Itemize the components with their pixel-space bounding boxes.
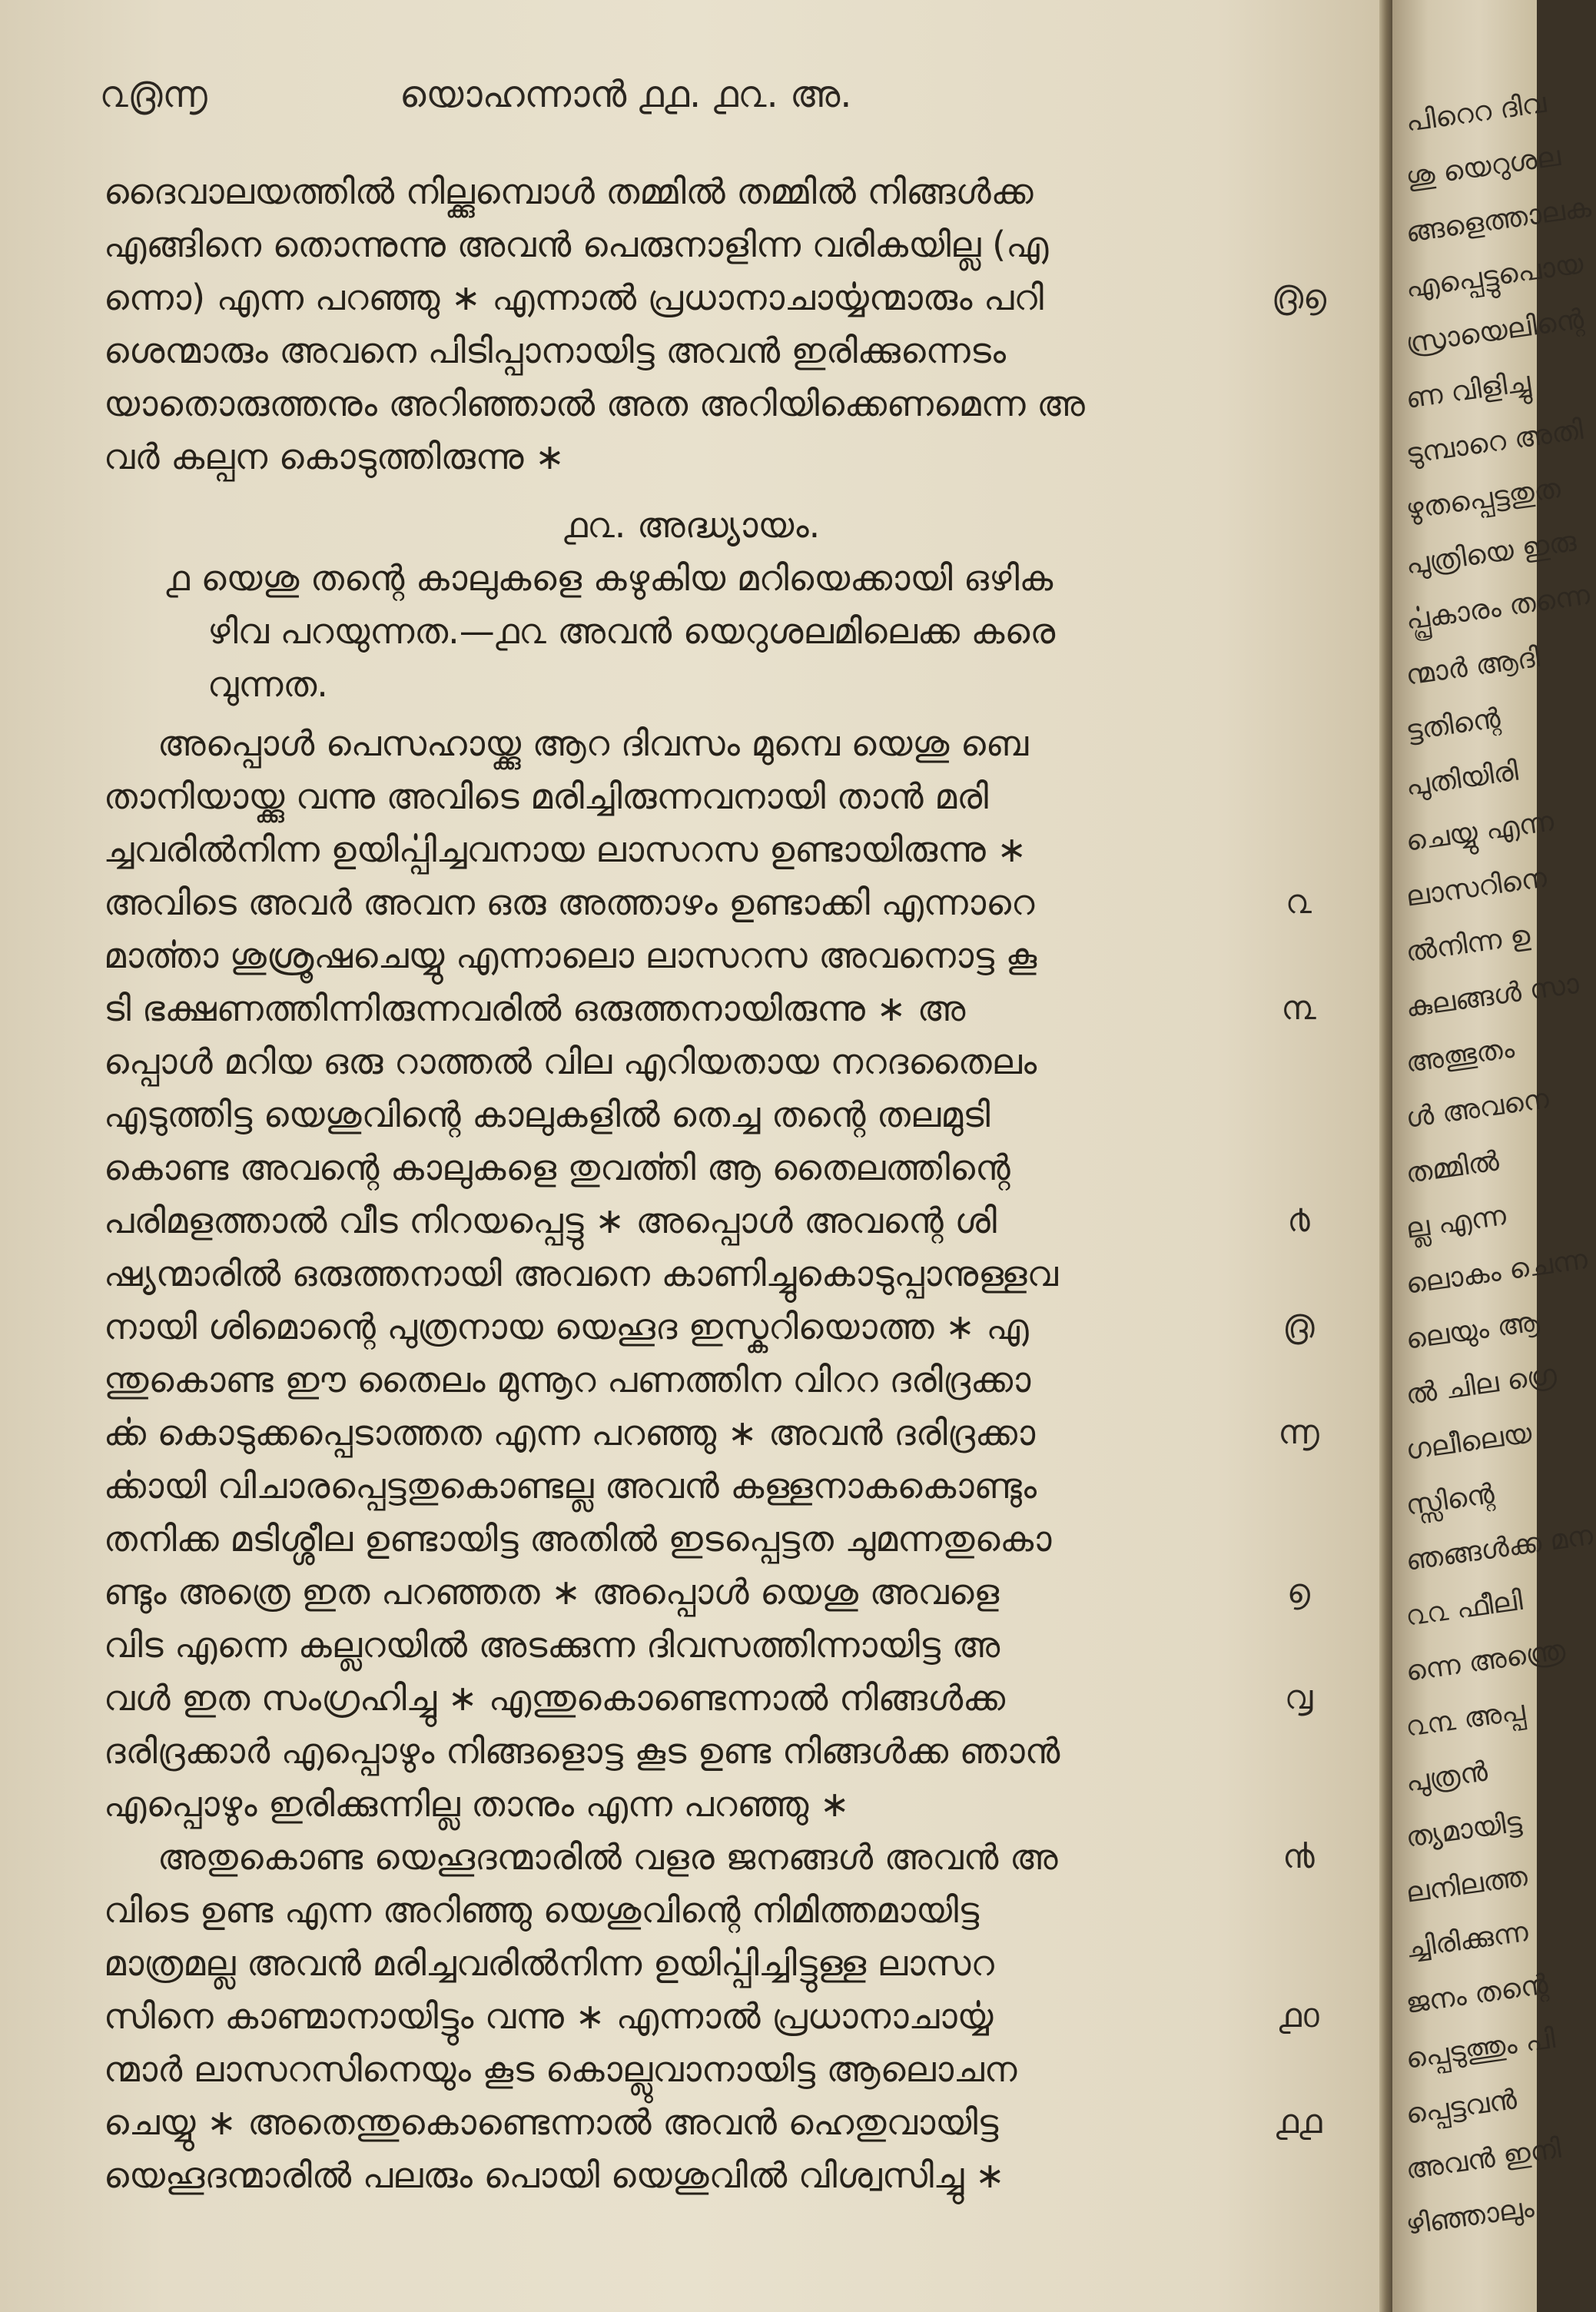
facing-page-line: ല്ല എന്ന: [1404, 1199, 1508, 1245]
text-line: ടി ഭക്ഷണത്തിന്നിരുന്നവരിൽ ഒരുത്തനായിരുന്നു ∗ അ: [104, 988, 966, 1029]
text-line: സിനെ കാണ്മാനായിട്ടും വന്നു ∗ എന്നാൽ പ്രധാനാചാൎയ്യ: [104, 1995, 994, 2037]
facing-page-line: ഞങ്ങൾക്ക മന: [1404, 1520, 1595, 1577]
facing-page-line: ജനം തന്റെ: [1404, 1968, 1551, 2020]
facing-page-line: ന്മാർ ആദി: [1404, 641, 1541, 692]
text-line: പരിമളത്താൽ വീട നിറയപ്പെട്ടു ∗ അപ്പൊൾ അവന്റെ ശി: [104, 1200, 997, 1241]
facing-page-line: കുലങ്ങൾ സാ: [1404, 968, 1581, 1024]
verse-number: ൨: [1286, 882, 1312, 922]
text-line: കൊണ്ട അവന്റെ കാലുകളെ തുവൎത്തി ആ തൈലത്തിന്റെ: [104, 1147, 1010, 1188]
text-line: ചെയ്യു ∗ അതെന്തുകൊണ്ടെന്നാൽ അവൻ ഹെതുവായിട്ട: [104, 2101, 999, 2143]
facing-page-line: ച്ചിരിക്കുന്ന: [1404, 1915, 1531, 1965]
running-title: യൊഹന്നാൻ ൧൧. ൧൨. അ.: [400, 73, 852, 116]
text-line: ഷ്യന്മാരിൽ ഒരുത്തനായി അവനെ കാണിച്ചുകൊടുപ്പാനുള്ളവ: [104, 1253, 1058, 1294]
facing-page-line: ൾ അവനെ: [1404, 1083, 1551, 1134]
text-line: ശെന്മാരും അവനെ പിടിപ്പാനായിട്ട അവൻ ഇരിക്കുന്നെടം: [104, 330, 1007, 371]
facing-page-line: ഴുതപ്പെട്ടതുത: [1404, 473, 1563, 526]
facing-page-line: ട്ടതിന്റെ: [1404, 703, 1502, 747]
facing-page-line: ലൊകം ചെന്ന: [1404, 1244, 1590, 1300]
text-line: തനിക്ക മടിശ്ശീല ഉണ്ടായിട്ട അതിൽ ഇടപ്പെട്ടത ചുമന്നതുകൊ: [104, 1518, 1052, 1560]
facing-page-line: ണ വിളിച്ചു: [1404, 366, 1533, 415]
verse-number: ൯: [1282, 1837, 1315, 1876]
verse-number: ൮: [1284, 1678, 1313, 1717]
verse-number: ൧൧: [1275, 2102, 1322, 2141]
text-line: ൎക്ക കൊടുക്കപ്പെടാത്തത എന്ന പറഞ്ഞു ∗ അവൻ ദരിദ്രക്കാ: [104, 1412, 1036, 1453]
verse-number: ൪: [1287, 1201, 1310, 1240]
facing-page-line: സ്സിന്റെ: [1404, 1478, 1497, 1522]
chapter-summary-line: ഴിവ പറയുന്നത.—൧൨ അവൻ യെറുശലമിലെക്ക കരെ: [207, 610, 1056, 652]
facing-page-line: അത്ഭുതം: [1404, 1032, 1517, 1079]
facing-page-line: അവൻ ഇനി: [1404, 2132, 1563, 2186]
text-line: അവിടെ അവർ അവന ഒരു അത്താഴം ഉണ്ടാക്കി എന്നാറെ: [104, 882, 1035, 923]
text-line: താനിയായ്ക്കു വന്നു അവിടെ മരിച്ചിരുന്നവനായി താൻ മരി: [104, 776, 989, 817]
facing-page-line: സ്രായെലിന്റെ: [1404, 303, 1586, 360]
verse-number: ൬: [1278, 1413, 1319, 1452]
facing-page-line: പുതിയിരി: [1404, 755, 1521, 802]
facing-page-line: ലാസറിനെ: [1404, 862, 1549, 913]
text-line: മാത്രമല്ല അവൻ മരിച്ചവരിൽനിന്ന ഉയിൎപ്പിച്ചിട്ടുള്ള ലാസറ: [104, 1942, 994, 1984]
facing-page-line: ചെയ്യു എന്ന: [1404, 806, 1556, 858]
text-line: നായി ശിമൊന്റെ പുത്രനായ യെഹൂദ ഇസ്കറിയൊത്ത ∗ എ: [104, 1306, 1029, 1347]
text-line: യെഹൂദന്മാരിൽ പലരും പൊയി യെശുവിൽ വിശ്വസിച്ചു ∗: [104, 2154, 1005, 2196]
verse-number: ൭: [1287, 1572, 1310, 1611]
facing-page-line: പിറെറ ദിവ: [1404, 87, 1548, 138]
facing-page-line: ഴിഞ്ഞാലും: [1404, 2191, 1536, 2241]
facing-page-line: ൽനിന്ന ഉ: [1404, 919, 1532, 968]
text-line: വൾ ഇത സംഗ്രഹിച്ചു ∗ എന്തുകൊണ്ടെന്നാൽ നിങ്ങൾക്ക: [104, 1677, 1006, 1719]
text-line: ദൈവാലയത്തിൽ നില്ക്കുമ്പൊൾ തമ്മിൽ തമ്മിൽ നിങ്ങൾക്ക: [104, 171, 1034, 212]
facing-page-line: പുത്രൻ: [1404, 1756, 1490, 1799]
text-line: വിടെ ഉണ്ട എന്ന അറിഞ്ഞു യെശുവിന്റെ നിമിത്തമായിട്ട: [104, 1889, 980, 1931]
facing-page-line: ങ്ങളെത്താലക: [1404, 191, 1594, 249]
facing-page-line: ന്നെ അന്ത്രെ: [1404, 1634, 1568, 1688]
facing-page-line: ൨൩ അപ്പ: [1404, 1695, 1528, 1743]
text-line: ൎക്കായി വിചാരപ്പെട്ടതുകൊണ്ടല്ല അവൻ കള്ളനാകകൊണ്ടും: [104, 1465, 1037, 1506]
facing-page-line: എപ്പെട്ടുപൊയ: [1404, 247, 1585, 304]
chapter-heading: ൧൨. അദ്ധ്യായം.: [562, 504, 821, 546]
facing-page-line: ലെയും ആ: [1404, 1305, 1541, 1356]
text-line: അതുകൊണ്ട യെഹൂദന്മാരിൽ വളര ജനങ്ങൾ അവൻ അ: [158, 1836, 1058, 1878]
facing-page-line: ലനിലത്ത: [1404, 1861, 1530, 1909]
facing-page-line: ശു യെറുശല: [1404, 141, 1563, 194]
text-line: എപ്പൊഴും ഇരിക്കുന്നില്ല താനും എന്ന പറഞ്ഞു ∗: [104, 1783, 850, 1825]
facing-page-line: പുത്രിയെ ഇരു: [1404, 526, 1578, 581]
facing-page-line: പ്പെട്ടവൻ: [1404, 2084, 1519, 2131]
text-line: ന്തുകൊണ്ട ഈ തൈലം മുന്നൂറ പണത്തിന വിററ ദരിദ്രക്കാ: [104, 1359, 1031, 1400]
facing-page-line: ഗലീലെയ: [1404, 1417, 1534, 1467]
text-line: യാതൊരുത്തനും അറിഞ്ഞാൽ അത അറിയിക്കെണമെന്ന അ: [104, 383, 1085, 424]
facing-page-line: പ്പെടുത്തും പി: [1404, 2023, 1558, 2075]
text-line: മാൎത്താ ശുശ്രൂഷചെയ്യു എന്നാലൊ ലാസറസ അവനൊട്ട കൂ: [104, 935, 1037, 976]
text-line: ച്ചവരിൽനിന്ന ഉയിൎപ്പിച്ചവനായ ലാസറസ ഉണ്ടായിരുന്നു ∗: [104, 829, 1027, 870]
text-line: വർ കല്പന കൊടുത്തിരുന്നു ∗: [104, 436, 565, 477]
facing-page-line: ത്യമായിട്ട: [1404, 1806, 1524, 1854]
text-line: എങ്ങിനെ തൊന്നുന്നു അവൻ പെരുനാളിന്ന വരികയില്ല (എ: [104, 224, 1049, 265]
facing-page: [1392, 0, 1595, 2312]
chapter-summary-line: വുന്നത.: [207, 663, 328, 705]
text-line: ന്നൊ) എന്ന പറഞ്ഞു ∗ എന്നാൽ പ്രധാനാചാൎയ്യന്മാരും പറി: [104, 277, 1044, 318]
chapter-summary-line: ൧ യെശു തന്റെ കാലുകളെ കഴുകിയ മറിയെക്കായി ഒഴിക: [165, 557, 1053, 599]
text-line: പ്പൊൾ മറിയ ഒരു റാത്തൽ വില എറിയതായ നറദതൈലം: [104, 1041, 1037, 1082]
page-number: ൨൫൬: [100, 73, 207, 116]
verse-number: ൫: [1282, 1307, 1315, 1346]
text-line: ണ്ടും അത്രെ ഇത പറഞ്ഞത ∗ അപ്പൊൾ യെശു അവളെ: [104, 1571, 1000, 1613]
facing-page-line: ടുമ്പാറെ അതി: [1404, 414, 1585, 470]
text-line: അപ്പൊൾ പെസഹായ്ക്കു ആറ ദിവസം മുമ്പെ യെശു ബെ: [158, 722, 1029, 764]
verse-number: ൩: [1281, 988, 1316, 1028]
verse-number: ൫൭: [1272, 277, 1327, 317]
facing-page-line: ൽ ചില ഗ്രെ: [1404, 1358, 1559, 1411]
facing-page-line: ൨൨ ഫീലി: [1404, 1584, 1525, 1633]
text-line: വിട എന്നെ കല്ലറയിൽ അടക്കുന്ന ദിവസത്തിന്നായിട്ട അ: [104, 1624, 1000, 1666]
verse-number: ൧൦: [1278, 1996, 1319, 2035]
text-line: ന്മാർ ലാസറസിനെയും കൂട കൊല്ലുവാനായിട്ട ആലൊചന: [104, 2048, 1017, 2090]
facing-page-line: ൎപ്പ്രകാരം തന്നെ: [1404, 579, 1592, 636]
text-line: ദരിദ്രക്കാർ എപ്പൊഴും നിങ്ങളൊട്ട കൂട ഉണ്ട നിങ്ങൾക്ക ഞാൻ: [104, 1730, 1060, 1772]
facing-page-line: തമ്മിൽ: [1404, 1145, 1501, 1190]
text-line: എടുത്തിട്ട യെശുവിന്റെ കാലുകളിൽ തെച്ച തന്റെ തലമുടി: [104, 1094, 990, 1135]
